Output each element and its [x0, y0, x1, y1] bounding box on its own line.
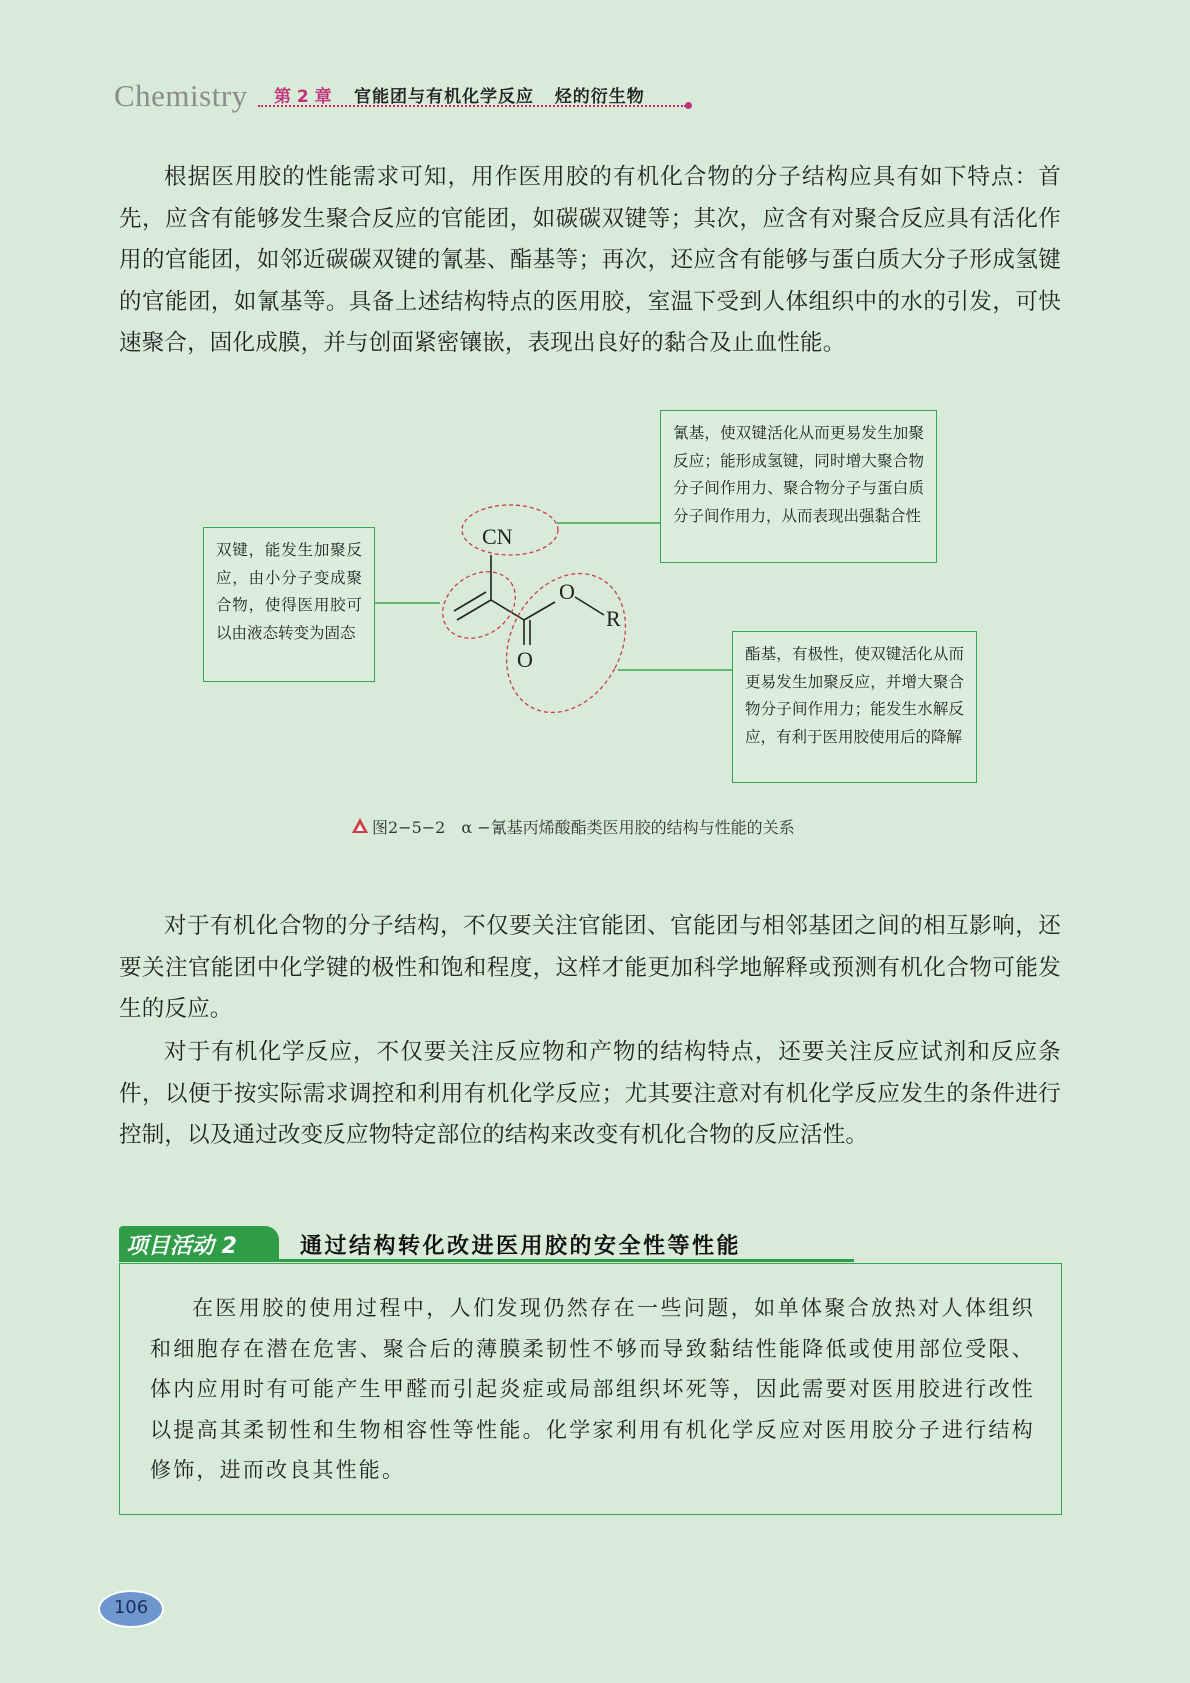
atom-o-ester: O [559, 579, 575, 604]
page-number: 106 [113, 1597, 149, 1618]
body-paragraph-3 [119, 1032, 1061, 1157]
activity-title: 通过结构转化改进医用胶的安全性等性能 [300, 1233, 742, 1259]
atom-r: R [606, 606, 621, 631]
activity-text [150, 1288, 1035, 1491]
subject-title: Chemistry [114, 78, 248, 113]
note-ester: 酯基，有极性，使双键活化从而更易发生加聚反应，并增大聚合物分子间作用力；能发生水解反应，有利于医用胶使用后的降解 [732, 631, 977, 783]
note-double-bond: 双键，能发生加聚反应，由小分子变成聚合物，使得医用胶可以由液态转变为固态 [203, 527, 375, 682]
activity-paragraph: 在医用胶的使用过程中，人们发现仍然存在一些问题，如单体聚合放热对人体组织和细胞存在潜在危害、聚合后的薄膜柔韧性不够而导致黏结性能降低或使用部位受限、体内应用时有可能产生甲醛而引起炎症或局部组织坏死等，因此需要对医用胶进行改性以提高其柔韧性和生物相容性等性能。化学家利用有机化学反应对医用胶分子进行结构修饰，进而改良其性能。 [150, 1296, 1035, 1482]
chapter-number: 第 2 章 [274, 87, 332, 107]
atom-cn: CN [482, 524, 513, 549]
paragraph-text: 根据医用胶的性能需求可知，用作医用胶的有机化合物的分子结构应具有如下特点：首先，应含有能够发生聚合反应的官能团，如碳碳双键等；其次，应含有对聚合反应具有活化作用的官能团，如邻近碳碳双键的氰基、酯基等；再次，还应含有能够与蛋白质大分子形成氢键的官能团，如氰基等。具备上述结构特点的医用胶，室温下受到人体组织中的水的引发，可快速聚合，固化成膜，并与创面紧密镶嵌，表现出良好的黏合及止血性能。 [119, 164, 1061, 356]
body-paragraph-2 [119, 906, 1061, 1031]
atom-o-carbonyl: O [517, 647, 533, 672]
paragraph-text: 对于有机化学反应，不仅要关注反应物和产物的结构特点，还要关注反应试剂和反应条件，以便于按实际需求调控和利用有机化学反应；尤其要注意对有机化学反应发生的条件进行控制，以及通过改变反应物特定部位的结构来改变有机化合物的反应活性。 [119, 1039, 1061, 1148]
figure-caption: 图2−5−2 α −氰基丙烯酸酯类医用胶的结构与性能的关系 [372, 818, 795, 837]
caption-triangle-icon [351, 817, 369, 834]
note-cyano: 氰基，使双键活化从而更易发生加聚反应；能形成氢键，同时增大聚合物分子间作用力、聚合物分子与蛋白质分子间作用力，从而表现出强黏合性 [660, 410, 937, 563]
chapter-title: 官能团与有机化学反应 烃的衍生物 [354, 87, 645, 107]
activity-label: 项目活动 2 [126, 1234, 237, 1259]
activity-underline [119, 1259, 854, 1262]
molecule-bonds [454, 555, 604, 645]
paragraph-text: 对于有机化合物的分子结构，不仅要关注官能团、官能团与相邻基团之间的相互影响，还要关注官能团中化学键的极性和饱和程度，这样才能更加科学地解释或预测有机化合物可能发生的反应。 [119, 913, 1061, 1022]
